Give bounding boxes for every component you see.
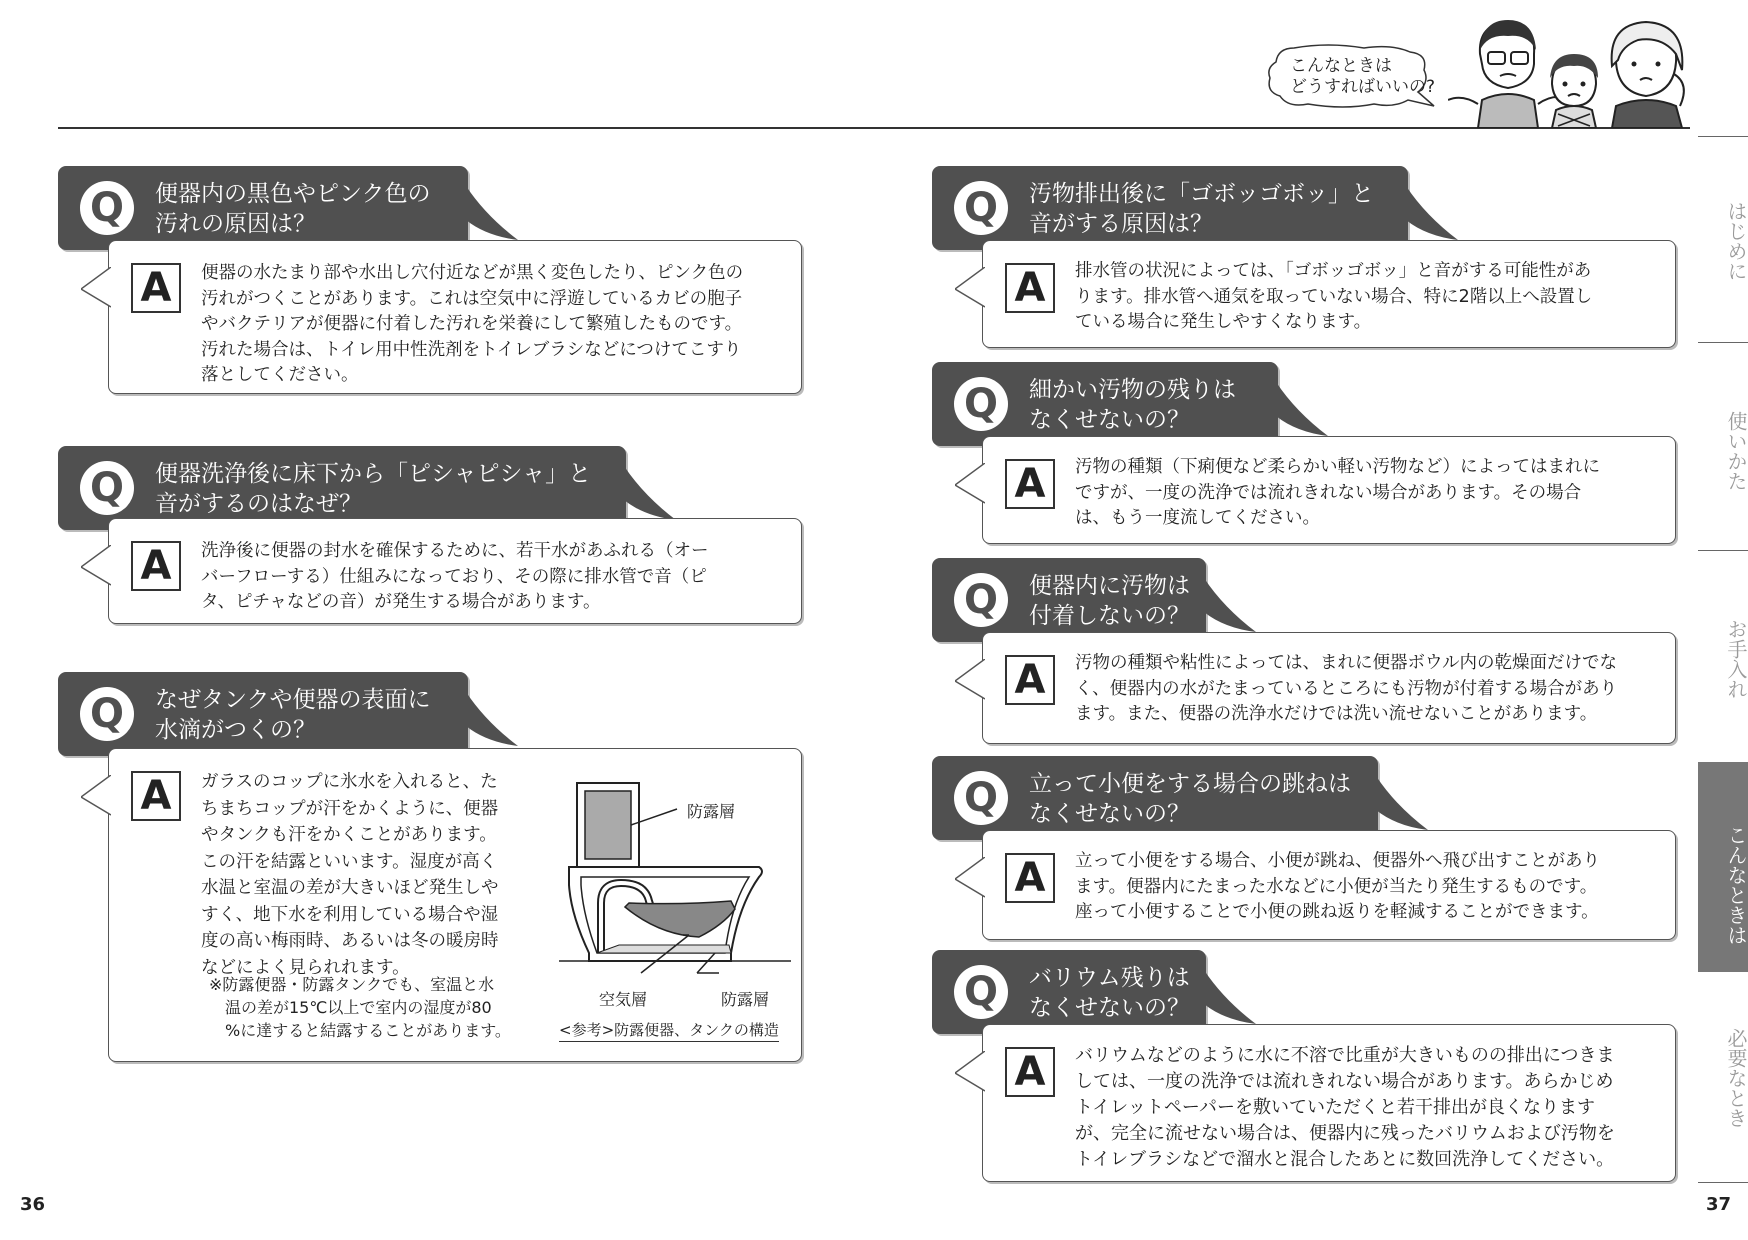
- question-line: なくせないの？: [1029, 995, 1190, 1021]
- answer-tail-icon: [955, 463, 985, 507]
- answer-box-3: [108, 748, 802, 1062]
- answer-line: 度の高い梅雨時、あるいは冬の暖房時: [201, 931, 499, 951]
- question-text: [1029, 375, 1236, 435]
- answer-line: すく、地下水を利用している場合や湿: [201, 904, 499, 925]
- bubble-line-2: どうすればいいの?: [1290, 77, 1436, 97]
- question-text: [155, 685, 431, 745]
- header-rule: [58, 127, 1690, 129]
- answer-line: 水温と室温の差が大きいほど発生しや: [201, 878, 499, 898]
- label-anti-dew-top: 防露層: [687, 802, 736, 821]
- question-line: 便器内の黒色やピンク色の: [155, 181, 431, 207]
- question-tail-icon: [1406, 186, 1458, 240]
- side-divider: [1698, 1182, 1748, 1183]
- question-box-r1: [932, 166, 1408, 250]
- condensation-note: [209, 973, 511, 1042]
- answer-line: 便器の水たまり部や水出し穴付近などが黒く変色したり、ピンク色の: [201, 263, 744, 283]
- answer-line: 汚物の種類（下痢便など柔らかい軽い汚物など）によってはまれに: [1075, 457, 1600, 477]
- bubble-line-1: こんなときは: [1290, 56, 1392, 76]
- label-anti-dew-bottom: 防露層: [721, 990, 770, 1009]
- page-number-left: 36: [20, 1194, 46, 1215]
- family-illustration-icon: [1448, 14, 1693, 128]
- q-mark: Q: [80, 461, 134, 515]
- question-box-r4: [932, 756, 1378, 840]
- question-line: バリウム残りは: [1029, 965, 1190, 991]
- side-divider: [1698, 550, 1748, 551]
- answer-line: く、便器内の水がたまっているところにも汚物が付着する場合があり: [1075, 678, 1618, 699]
- answer-line: ます。便器内にたまった水などに小便が当たり発生するものです。: [1075, 876, 1598, 897]
- note-line: ※防露便器・防露タンクでも、室温と水: [209, 975, 495, 994]
- q-mark: Q: [80, 687, 134, 741]
- answer-box-r3: [982, 632, 1676, 744]
- answer-line: 汚れがつくことがあります。これは空気中に浮遊しているカビの胞子: [201, 288, 743, 309]
- answer-line: バーフローする）仕組みになっており、その際に排水管で音（ピ: [201, 566, 707, 587]
- answer-line: この汗を結露といいます。湿度が高く: [201, 851, 498, 872]
- question-line: 汚れの原因は？: [155, 211, 316, 237]
- answer-text: [1075, 651, 1617, 728]
- label-air-layer: 空気層: [599, 990, 648, 1009]
- answer-box-1: [108, 240, 802, 394]
- answer-box-r1: [982, 240, 1676, 348]
- answer-line: 排水管の状況によっては、「ゴボッゴボッ」と音がする可能性があ: [1075, 261, 1592, 281]
- side-tab-when-needed[interactable]: 必要なとき: [1724, 1028, 1748, 1128]
- answer-text: [1075, 849, 1600, 926]
- answer-line: ている場合に発生しやすくなります。: [1075, 312, 1372, 332]
- side-divider: [1698, 136, 1748, 137]
- question-tail-icon: [1276, 382, 1328, 436]
- a-mark: A: [1005, 853, 1055, 903]
- answer-line: ます。また、便器の洗浄水だけでは洗い流せないことがあります。: [1075, 704, 1598, 724]
- side-tab-care[interactable]: お手入れ: [1724, 619, 1748, 699]
- question-line: 立って小便をする場合の跳ねは: [1029, 771, 1351, 797]
- question-box-3: [58, 672, 468, 756]
- question-box-r2: [932, 362, 1278, 446]
- answer-line: バリウムなどのように水に不溶で比重が大きいものの排出につきま: [1075, 1045, 1615, 1066]
- answer-line: 汚れた場合は、トイレ用中性洗剤をトイレブラシなどにつけてこすり: [201, 339, 742, 360]
- question-text: [1029, 769, 1351, 829]
- answer-line: ですが、一度の洗浄では流れきれない場合があります。その場合: [1075, 482, 1582, 503]
- side-tab-usage[interactable]: 使いかた: [1724, 411, 1748, 491]
- question-line: 便器内に汚物は: [1029, 573, 1190, 599]
- question-box-1: [58, 166, 468, 250]
- side-tab-troubleshooting[interactable]: こんなときは: [1698, 762, 1748, 972]
- toilet-structure-diagram: [559, 775, 799, 1005]
- answer-tail-icon: [955, 857, 985, 901]
- question-text: [155, 179, 431, 239]
- question-tail-icon: [624, 466, 676, 520]
- note-line: %に達すると結露することがあります。: [209, 1021, 511, 1040]
- a-mark: A: [131, 771, 181, 821]
- q-mark: Q: [954, 573, 1008, 627]
- answer-box-r5: [982, 1024, 1676, 1182]
- answer-text: [1075, 259, 1592, 336]
- question-line: 付着しないの？: [1029, 603, 1190, 629]
- question-text: [1029, 179, 1374, 239]
- question-tail-icon: [466, 692, 518, 746]
- q-mark: Q: [80, 181, 134, 235]
- question-tail-icon: [1204, 578, 1256, 632]
- question-box-r3: [932, 558, 1206, 642]
- answer-tail-icon: [955, 659, 985, 703]
- speech-bubble: [1264, 44, 1440, 110]
- answer-line: タ、ピチャなどの音）が発生する場合があります。: [201, 592, 601, 612]
- answer-tail-icon: [955, 267, 985, 311]
- answer-box-r4: [982, 830, 1676, 940]
- answer-tail-icon: [81, 775, 111, 819]
- a-mark: A: [1005, 459, 1055, 509]
- answer-text: [1075, 455, 1600, 532]
- answer-line: 洗浄後に便器の封水を確保するために、若干水があふれる（オー: [201, 541, 709, 561]
- answer-line: が、完全に流せない場合は、便器内に残ったバリウムおよび汚物を: [1075, 1123, 1615, 1144]
- question-box-r5: [932, 950, 1206, 1034]
- q-mark: Q: [954, 181, 1008, 235]
- answer-line: ちまちコップが汗をかくように、便器: [201, 798, 499, 819]
- a-mark: A: [131, 541, 181, 591]
- answer-tail-icon: [81, 545, 111, 589]
- question-line: 細かい汚物の残りは: [1029, 377, 1236, 403]
- question-text: [1029, 571, 1190, 631]
- question-text: [155, 459, 591, 519]
- a-mark: A: [131, 263, 181, 313]
- question-line: なくせないの？: [1029, 801, 1190, 827]
- side-divider: [1698, 342, 1748, 343]
- answer-line: ります。排水管へ通気を取っていない場合、特に2階以上へ設置し: [1075, 286, 1593, 307]
- answer-text: [201, 769, 499, 981]
- q-mark: Q: [954, 771, 1008, 825]
- answer-tail-icon: [81, 267, 111, 311]
- answer-line: 立って小便をする場合、小便が跳ね、便器外へ飛び出すことがあり: [1075, 851, 1600, 871]
- answer-text: [201, 261, 743, 389]
- answer-line: トイレットペーパーを敷いていただくと若干排出が良くなります: [1075, 1097, 1596, 1118]
- question-line: なぜタンクや便器の表面に: [155, 687, 431, 713]
- q-mark: Q: [954, 965, 1008, 1019]
- answer-line: などによく見られれます。: [201, 957, 410, 978]
- answer-line: 落としてください。: [201, 365, 359, 385]
- side-tab-intro[interactable]: はじめに: [1724, 201, 1748, 281]
- question-line: なくせないの？: [1029, 407, 1190, 433]
- diagram-caption: <参考>防露便器、タンクの構造: [559, 1019, 779, 1042]
- question-tail-icon: [466, 186, 518, 240]
- answer-line: しては、一度の洗浄では流れきれない場合があります。あらかじめ: [1075, 1071, 1614, 1092]
- answer-line: 座って小便することで小便の跳ね返りを軽減することができます。: [1075, 902, 1599, 922]
- answer-box-r2: [982, 436, 1676, 544]
- answer-text: [1075, 1043, 1615, 1173]
- question-line: 音がするのはなぜ？: [155, 491, 362, 517]
- page-number-right: 37: [1706, 1194, 1732, 1215]
- note-line: 温の差が15℃以上で室内の湿度が80: [209, 998, 492, 1017]
- question-line: 水滴がつくの？: [155, 717, 316, 743]
- question-line: 汚物排出後に「ゴボッゴボッ」と: [1029, 181, 1374, 207]
- answer-line: は、もう一度流してください。: [1075, 508, 1320, 528]
- answer-line: 汚物の種類や粘性によっては、まれに便器ボウル内の乾燥面だけでな: [1075, 653, 1617, 673]
- question-text: [1029, 963, 1190, 1023]
- answer-line: ガラスのコップに氷水を入れると、た: [201, 772, 498, 792]
- answer-text: [201, 539, 709, 616]
- a-mark: A: [1005, 655, 1055, 705]
- answer-tail-icon: [955, 1051, 985, 1095]
- a-mark: A: [1005, 263, 1055, 313]
- a-mark: A: [1005, 1047, 1055, 1097]
- answer-line: トイレブラシなどで溜水と混合したあとに数回洗浄してください。: [1075, 1149, 1615, 1170]
- question-tail-icon: [1376, 776, 1428, 830]
- q-mark: Q: [954, 377, 1008, 431]
- answer-line: やタンクも汗をかくことがあります。: [201, 825, 497, 845]
- answer-box-2: [108, 518, 802, 624]
- answer-line: やバクテリアが便器に付着した汚れを栄養にして繁殖したものです。: [201, 314, 743, 334]
- question-tail-icon: [1204, 970, 1256, 1024]
- question-line: 音がする原因は？: [1029, 211, 1213, 237]
- question-line: 便器洗浄後に床下から「ピシャピシャ」と: [155, 461, 592, 487]
